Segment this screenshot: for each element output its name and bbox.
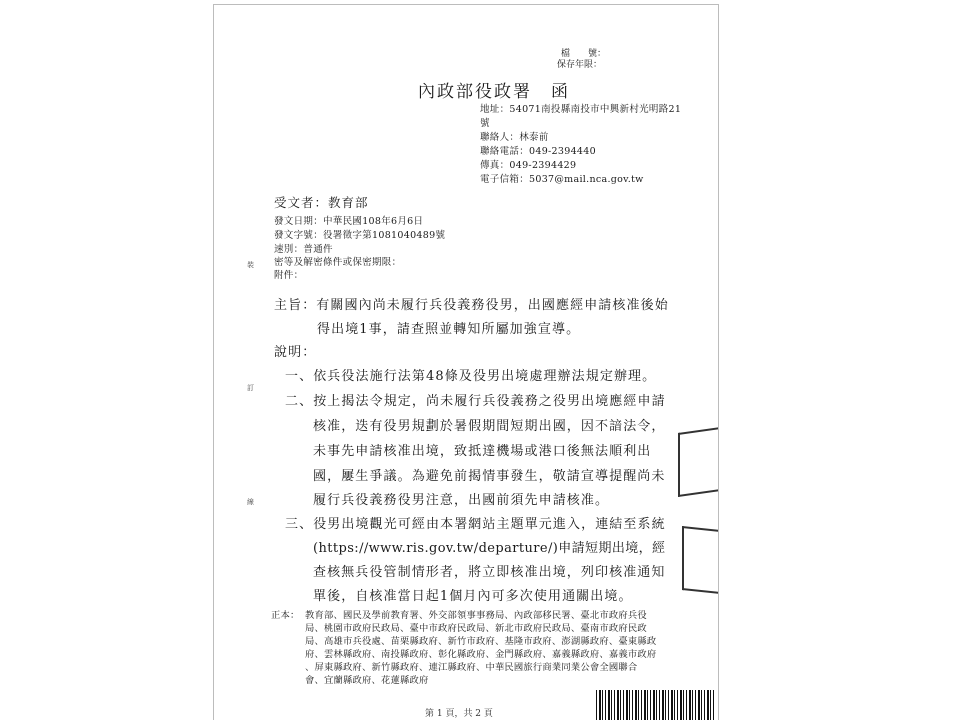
binding-mark-order: 訂 (247, 384, 254, 392)
item-3-line-2: (https://www.ris.gov.tw/departure/)申請短期出境，經 (313, 541, 666, 556)
file-number-label: 檔 號： (561, 49, 607, 59)
subject-line-2: 得出境1事，請查照並轉知所屬加強宣導。 (317, 322, 581, 337)
item-3-line-3: 查核無兵役管制情形者，將立即核准出境，列印核准通知 (313, 565, 666, 580)
sender-address: 地址：54071南投縣南投市中興新村光明路21 (480, 104, 682, 115)
cc-line-1: 教育部、國民及學前教育署、外交部領事事務局、內政部移民署、臺北市政府兵役 (305, 610, 647, 621)
subject-line-1: 主旨：有關國內尚未履行兵役義務役男，出國應經申請核准後始 (274, 298, 669, 313)
cc-line-4: 府、雲林縣政府、南投縣政府、彰化縣政府、金門縣政府、嘉義縣政府、嘉義市政府 (305, 649, 657, 660)
barcode (596, 690, 714, 720)
document-page (213, 4, 719, 720)
sender-address-cont: 號 (480, 118, 490, 129)
official-seal-stamp-2 (682, 526, 719, 594)
cc-line-6: 會、宜蘭縣政府、花蓮縣政府 (305, 675, 429, 686)
item-2-line-3: 未事先申請核准出境，致抵達機場或港口後無法順利出 (313, 444, 652, 459)
binding-mark-bind: 裝 (247, 261, 254, 269)
sender-fax: 傳真：049-2394429 (480, 160, 577, 171)
retention-period-label: 保存年限： (557, 60, 603, 70)
cc-line-5: 、屏東縣政府、新竹縣政府、連江縣政府、中華民國旅行商業同業公會全國聯合 (305, 662, 638, 673)
item-3-line-1: 三、役男出境觀光可經由本署網站主題單元進入，連結至系統 (285, 517, 666, 532)
page-number: 第 1 頁，共 2 頁 (425, 709, 493, 719)
cc-label: 正本： (271, 610, 300, 621)
sender-phone: 聯絡電話：049-2394440 (480, 146, 596, 157)
item-1-line-1: 一、依兵役法施行法第48條及役男出境處理辦法規定辦理。 (285, 369, 657, 384)
item-2-line-1: 二、按上揭法令規定，尚未履行兵役義務之役男出境應經申請 (285, 394, 666, 409)
item-2-line-2: 核准，迭有役男規劃於暑假期間短期出國，因不諳法令， (313, 419, 666, 434)
recipient: 受文者：教育部 (274, 195, 369, 210)
official-seal-stamp (678, 427, 719, 497)
attachment-label: 附件： (274, 270, 304, 281)
explanation-label: 說明： (274, 345, 317, 360)
item-3-line-4: 單後，自核准當日起1個月內可多次使用通關出境。 (313, 589, 633, 604)
cc-line-3: 局、高雄市兵役處、苗栗縣政府、新竹市政府、基隆市政府、澎湖縣政府、臺東縣政 (305, 636, 657, 647)
item-2-line-5: 履行兵役義務役男注意，出國前須先申請核准。 (313, 493, 610, 508)
binding-mark-line: 線 (247, 498, 254, 506)
cc-line-2: 局、桃園市政府民政局、臺中市政府民政局、新北市政府民政局、臺南市政府民政 (305, 623, 647, 634)
issue-date: 發文日期：中華民國108年6月6日 (274, 216, 424, 227)
sender-email: 電子信箱：5037@mail.nca.gov.tw (480, 174, 644, 185)
item-2-line-4: 國，屢生爭議。為避免前揭情事發生，敬請宣導提醒尚未 (313, 469, 666, 484)
document-number: 發文字號：役署徵字第1081040489號 (274, 230, 446, 241)
delivery-speed: 速別：普通件 (274, 244, 333, 255)
sender-contact: 聯絡人：林泰前 (480, 132, 549, 143)
secrecy-level: 密等及解密條件或保密期限： (274, 257, 402, 268)
document-title: 內政部役政署 函 (418, 82, 570, 102)
